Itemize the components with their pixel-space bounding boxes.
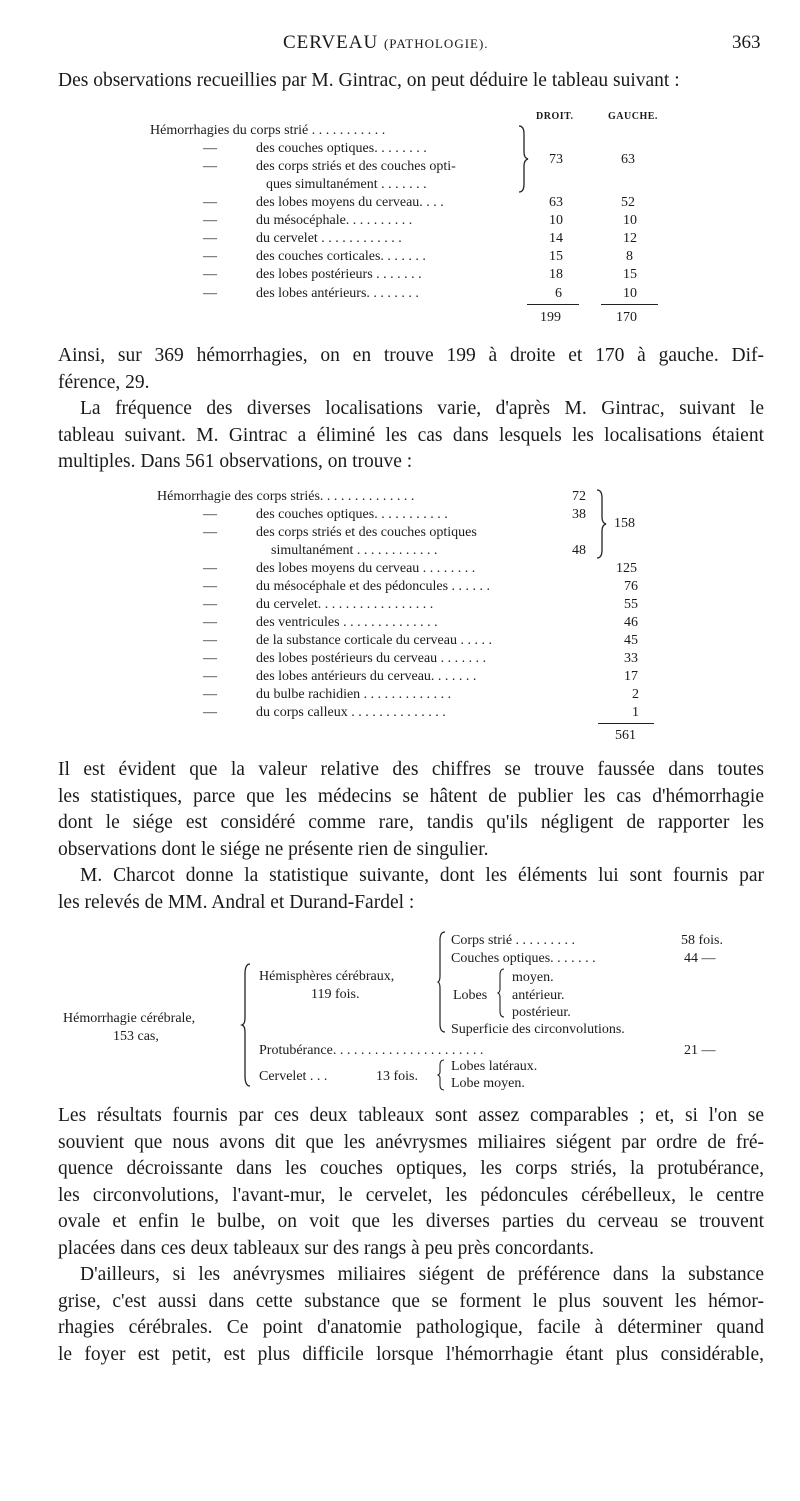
dash: — xyxy=(203,633,217,648)
brace xyxy=(496,967,506,1019)
table-row: simultanément . . . . . . . . . . . . xyxy=(271,543,438,558)
droit-value: 14 xyxy=(549,231,563,246)
table-row: du bulbe rachidien . . . . . . . . . . . . . xyxy=(256,687,452,702)
total-gauche: 170 xyxy=(616,310,637,325)
dash: — xyxy=(203,507,217,522)
lobe-item: postérieur. xyxy=(512,1005,571,1020)
row-value: 72 xyxy=(572,489,586,504)
lobe-item: antérieur. xyxy=(512,988,565,1003)
sum-rule xyxy=(527,304,579,305)
col-header-gauche: GAUCHE. xyxy=(608,111,658,122)
dash: — xyxy=(203,579,217,594)
droit-value: 63 xyxy=(549,195,563,210)
row-total: 1 xyxy=(632,705,639,720)
dash: — xyxy=(203,561,217,576)
gauche-value: 10 xyxy=(623,213,637,228)
brace xyxy=(240,962,254,1088)
corps-strie-row: Corps strié . . . . . . . . . xyxy=(451,933,576,948)
row-total: 55 xyxy=(624,597,638,612)
dash: — xyxy=(203,705,217,720)
paragraph: Les résultats fournis par ces deux tableaux sont assez comparables ; et, si l'on se souvient que nous avons dit que les anévrysmes miliaires siégent par ordre de fré- quence décroissante dans les couches optiques, les corps striés, la protubérance, les circonvolutions, l'avant-mur, le cervelet, les pédoncules cérébelleux, le centre ovale et enfin le bulbe, on voit que les diverses parties du cerveau se trouvent placées dans ces deux tableaux sur des rangs à peu près concordants. xyxy=(58,1105,764,1259)
dash: — xyxy=(203,651,217,666)
intro-sentence: Des observations recueillies par M. Gintrac, on peut déduire le tableau suivant : xyxy=(58,70,680,91)
row-total: 76 xyxy=(624,579,638,594)
protuberance-row: Protubérance. . . . . . . . . . . . . . . . . . . . . . xyxy=(259,1043,484,1058)
dash: — xyxy=(203,141,217,156)
page-number: 363 xyxy=(732,32,761,53)
brace xyxy=(594,488,608,560)
table-row: des lobes moyens du cerveau. . . . xyxy=(256,195,444,210)
table-row: des lobes moyens du cerveau . . . . . . . . xyxy=(256,561,476,576)
droit-value: 10 xyxy=(549,213,563,228)
total-droit: 199 xyxy=(540,310,561,325)
table-row: des ventricules . . . . . . . . . . . . . . xyxy=(256,615,438,630)
table-row: de la substance corticale du cerveau . . . . . xyxy=(256,633,492,648)
paragraph: Ainsi, sur 369 hémorrhagies, on en trouve 199 à droite et 170 à gauche. Dif- férence, 29. xyxy=(58,345,764,393)
dash: — xyxy=(203,687,217,702)
protuberance-value: 21 — xyxy=(684,1043,716,1058)
table-row: Hémorrhagies du corps strié . . . . . . . . . . . xyxy=(150,123,386,138)
gauche-value: 52 xyxy=(621,195,635,210)
dash: — xyxy=(203,286,217,301)
superficie-row: Superficie des circonvolutions. xyxy=(451,1022,625,1037)
group-total: 158 xyxy=(614,516,635,531)
brace xyxy=(436,930,448,1034)
running-header: CERVEAU (PATHOLOGIE). xyxy=(283,32,489,53)
table-row: des lobes antérieurs. . . . . . . . xyxy=(256,286,419,301)
hemi-count: 119 fois. xyxy=(311,987,360,1002)
table-row: du cervelet. . . . . . . . . . . . . . . . . xyxy=(256,597,434,612)
table-row: des lobes postérieurs . . . . . . . xyxy=(256,267,422,282)
gauche-value: 8 xyxy=(626,249,633,264)
paragraph: M. Charcot donne la statistique suivante, dont les éléments lui sont fournis par les relevés de MM. Andral et Durand-Fardel : xyxy=(58,865,764,913)
table-row: du mésocéphale. . . . . . . . . . xyxy=(256,213,413,228)
table-row: des corps striés et des couches optiques xyxy=(256,525,477,540)
row-total: 125 xyxy=(616,561,637,576)
table-row: Hémorrhagie des corps striés. . . . . . . . . . . . . . xyxy=(157,489,415,504)
dash: — xyxy=(203,615,217,630)
table-row: des corps striés et des couches opti- xyxy=(256,159,456,174)
corps-strie-value: 58 fois. xyxy=(681,933,723,948)
table-row: des couches optiques. . . . . . . . . . . xyxy=(256,507,448,522)
group-droit-value: 73 xyxy=(549,152,563,167)
row-total: 2 xyxy=(632,687,639,702)
brace xyxy=(516,124,530,194)
row-total: 45 xyxy=(624,633,638,648)
droit-value: 6 xyxy=(555,286,562,301)
dash: — xyxy=(203,597,217,612)
lobes-label: Lobes xyxy=(453,988,488,1003)
gauche-value: 12 xyxy=(623,231,637,246)
table-row: des couches corticales. . . . . . . xyxy=(256,249,426,264)
gauche-value: 15 xyxy=(623,267,637,282)
brace xyxy=(436,1058,446,1092)
table-row: ques simultanément . . . . . . . xyxy=(266,177,427,192)
table-row: des couches optiques. . . . . . . . xyxy=(256,141,427,156)
couches-row: Couches optiques. . . . . . . xyxy=(451,951,596,966)
group-gauche-value: 63 xyxy=(621,152,635,167)
table-row: du mésocéphale et des pédoncules . . . . . . xyxy=(256,579,491,594)
row-value: 38 xyxy=(572,507,586,522)
dash: — xyxy=(203,231,217,246)
sum-rule xyxy=(601,304,658,305)
dash: — xyxy=(203,195,217,210)
cervelet-item: Lobe moyen. xyxy=(451,1076,525,1091)
table-row: des lobes antérieurs du cerveau. . . . . . . xyxy=(256,669,477,684)
dash: — xyxy=(203,249,217,264)
table-row: des lobes postérieurs du cerveau . . . . . . . xyxy=(256,651,487,666)
paragraph: D'ailleurs, si les anévrysmes miliaires siégent de préférence dans la substance grise, c'est aussi dans cette substance que se forment le plus souvent les hémor- rhagies cérébrales. Ce point d'anatomie pathologique, facile à déterminer quand le foyer est petit, est plus difficile lorsque l'hémorrhagie étant plus considérable, xyxy=(58,1264,764,1365)
root-count: 153 cas, xyxy=(113,1029,159,1044)
sum-rule xyxy=(598,723,654,724)
dash: — xyxy=(203,669,217,684)
cervelet-item: Lobes latéraux. xyxy=(451,1059,538,1074)
table-row: du corps calleux . . . . . . . . . . . . . . xyxy=(256,705,446,720)
droit-value: 15 xyxy=(549,249,563,264)
couches-value: 44 — xyxy=(684,951,716,966)
dash: — xyxy=(203,213,217,228)
dash: — xyxy=(203,267,217,282)
cervelet-value: 13 fois. xyxy=(376,1069,418,1084)
droit-value: 18 xyxy=(549,267,563,282)
row-total: 46 xyxy=(624,615,638,630)
dash: — xyxy=(203,525,217,540)
table-row: du cervelet . . . . . . . . . . . . xyxy=(256,231,402,246)
dash: — xyxy=(203,159,217,174)
root-label: Hémorrhagie cérébrale, xyxy=(63,1011,196,1026)
lobe-item: moyen. xyxy=(512,970,554,985)
paragraph: La fréquence des diverses localisations varie, d'après M. Gintrac, suivant le tableau suivant. M. Gintrac a éliminé les cas dans lesquels les localisations étaient multiples. Dans 561 observations, on trouve : xyxy=(58,398,764,472)
col-header-droit: DROIT. xyxy=(536,111,574,122)
gauche-value: 10 xyxy=(623,286,637,301)
grand-total: 561 xyxy=(615,728,636,743)
cervelet-row: Cervelet . . . xyxy=(259,1069,328,1084)
row-value: 48 xyxy=(572,543,586,558)
row-total: 17 xyxy=(624,669,638,684)
row-total: 33 xyxy=(624,651,638,666)
paragraph: Il est évident que la valeur relative des chiffres se trouve faussée dans toutes les statistiques, parce que les médecins se hâtent de publier les cas d'hémorrhagie dont le siége est considéré comme rare, tandis qu'ils négligent de rapporter les observations dont le siége ne présente rien de singulier. xyxy=(58,759,764,860)
hemi-label: Hémisphères cérébraux, xyxy=(259,969,395,984)
